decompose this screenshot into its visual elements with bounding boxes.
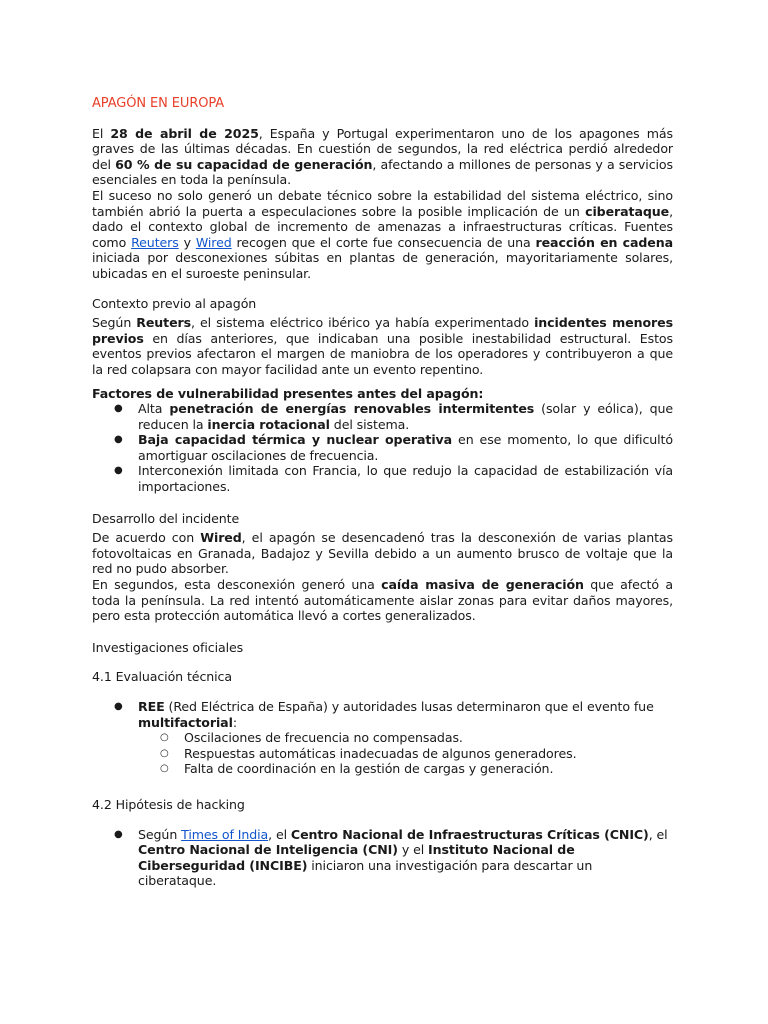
bold-text: caída masiva de generación: [381, 577, 584, 593]
causes-list: [92, 730, 673, 777]
bold-text: Centro Nacional de Infraestructuras Críticas (CNIC): [290, 826, 649, 842]
text-run: y: [178, 234, 196, 250]
list-item: [92, 827, 673, 889]
text-run: El: [92, 125, 111, 141]
text-run: Según: [92, 315, 137, 331]
list-item: ○ Respuestas automáticas inadecuadas de algunos generadores.: [92, 746, 673, 762]
list-item: ○ Falta de coordinación en la gestión de cargas y generación.: [92, 761, 673, 777]
text-run: Alta: [138, 401, 170, 417]
bold-cyberattack: ciberataque: [585, 203, 670, 219]
text-run: De acuerdo con: [92, 530, 201, 546]
text-run: en ese momento, lo que dificultó amortiguar oscilaciones de frecuencia.: [138, 432, 674, 463]
text-run: , el apagón se desencadenó tras la desconexión de varias plantas fotovoltaicas en Granada, Badajoz y Sevilla debido a un aumento brusco de voltaje que la red no pudo absorber.: [92, 530, 674, 577]
bold-capacity: 60 % de su capacidad de generación: [115, 156, 373, 172]
bold-chain-reaction: reacción en cadena: [535, 234, 674, 250]
bold-text: Centro Nacional de Inteligencia (CNI): [138, 842, 398, 858]
factores-heading-text: Factores de vulnerabilidad presentes antes del apagón:: [92, 385, 484, 401]
text-run: , el sistema eléctrico ibérico ya había experimentado: [191, 315, 535, 331]
hacking-list: [92, 827, 673, 889]
text-run: (solar y eólica), que reducen la: [138, 401, 673, 432]
text-run: iniciaron una investigación para descartar un ciberataque.: [138, 857, 593, 889]
desarrollo-paragraph-1: [92, 530, 673, 577]
list-item: [92, 699, 673, 730]
desarrollo-paragraph-2: [92, 577, 673, 624]
bold-date: 28 de abril de 2025: [110, 125, 259, 141]
factores-list: [92, 401, 673, 495]
bold-text: penetración de energías renovables intermitentes: [169, 401, 535, 417]
text-run: recogen que el corte fue consecuencia de una: [231, 234, 536, 250]
reuters-link[interactable]: Reuters: [131, 234, 179, 250]
text-run: El suceso no solo generó un debate técnico sobre la estabilidad del sistema eléctrico, sino también abrió la puerta a especulaciones sobre la posible implicación de un: [92, 187, 673, 219]
intro-paragraph-2: [92, 188, 673, 282]
bold-text: Baja capacidad térmica y nuclear operativa: [138, 432, 453, 448]
text-run: y el: [397, 842, 429, 858]
document-title: APAGÓN EN EUROPA: [92, 96, 225, 111]
list-item: [92, 401, 673, 432]
bold-text: multifactorial: [138, 714, 233, 730]
subheading-hacking: 4.2 Hipótesis de hacking: [92, 796, 245, 812]
intro-paragraph-1: [92, 126, 673, 188]
section-heading-factores: [92, 386, 673, 402]
text-run: iniciada por desconexiones súbitas en plantas de generación, mayoritariamente solares, ubicadas en el suroeste peninsular.: [92, 250, 673, 281]
text-run: , afectando a millones de personas y a servicios esenciales en toda la península.: [92, 156, 673, 188]
text-run: que afectó a toda la península. La red intentó automáticamente aislar zonas para evitar daños mayores, pero esta protección automática llevó a cortes generalizados.: [92, 577, 673, 624]
bold-wired: Wired: [200, 530, 242, 546]
text-run: En segundos, esta desconexión generó una: [92, 577, 382, 593]
text-run: :: [232, 714, 237, 730]
text-run: Interconexión limitada con Francia, lo que redujo la capacidad de estabilización vía importaciones.: [138, 463, 673, 495]
bold-text: REE: [138, 699, 165, 714]
subheading-evaluacion: 4.1 Evaluación técnica: [92, 669, 233, 685]
text-run: , el: [648, 826, 668, 842]
list-item: ○ Oscilaciones de frecuencia no compensadas.: [92, 730, 673, 746]
bold-text: Instituto Nacional de Ciberseguridad (INCIBE): [138, 842, 575, 873]
text-run: (Red Eléctrica de España) y autoridades lusas determinaron que el evento fue: [164, 699, 654, 714]
text-run: del sistema.: [329, 416, 410, 432]
text-run: , España y Portugal experimentaron uno de los apagones más graves de las últimas décadas. En cuestión de segundos, la red eléctrica perdió alrededor del: [92, 125, 673, 172]
section-heading-desarrollo: Desarrollo del incidente: [92, 510, 240, 526]
text-run: , el: [268, 826, 291, 842]
section-heading-investigaciones: Investigaciones oficiales: [92, 639, 244, 655]
bold-reuters: Reuters: [136, 315, 192, 331]
text-run: , dado el contexto global de incremento de amenazas a infraestructuras críticas. Fuentes como: [92, 203, 673, 250]
bold-incidents: incidentes menores previos: [92, 315, 673, 346]
section-heading-contexto: Contexto previo al apagón: [92, 295, 257, 311]
contexto-paragraph: [92, 315, 673, 377]
list-item: [92, 432, 673, 463]
wired-link[interactable]: Wired: [195, 234, 232, 250]
document-body: [92, 96, 673, 889]
evaluacion-list: [92, 699, 673, 730]
times-of-india-link[interactable]: Times of India: [181, 826, 269, 842]
bold-text: inercia rotacional: [207, 416, 330, 432]
text-run: Según: [138, 826, 182, 842]
list-item: [92, 463, 673, 494]
text-run: en días anteriores, que indicaban una posible inestabilidad estructural. Estos eventos previos afectaron el margen de maniobra de los operadores y contribuyeron a que la red colapsara con mayor facilidad ante un evento repentino.: [92, 330, 673, 377]
